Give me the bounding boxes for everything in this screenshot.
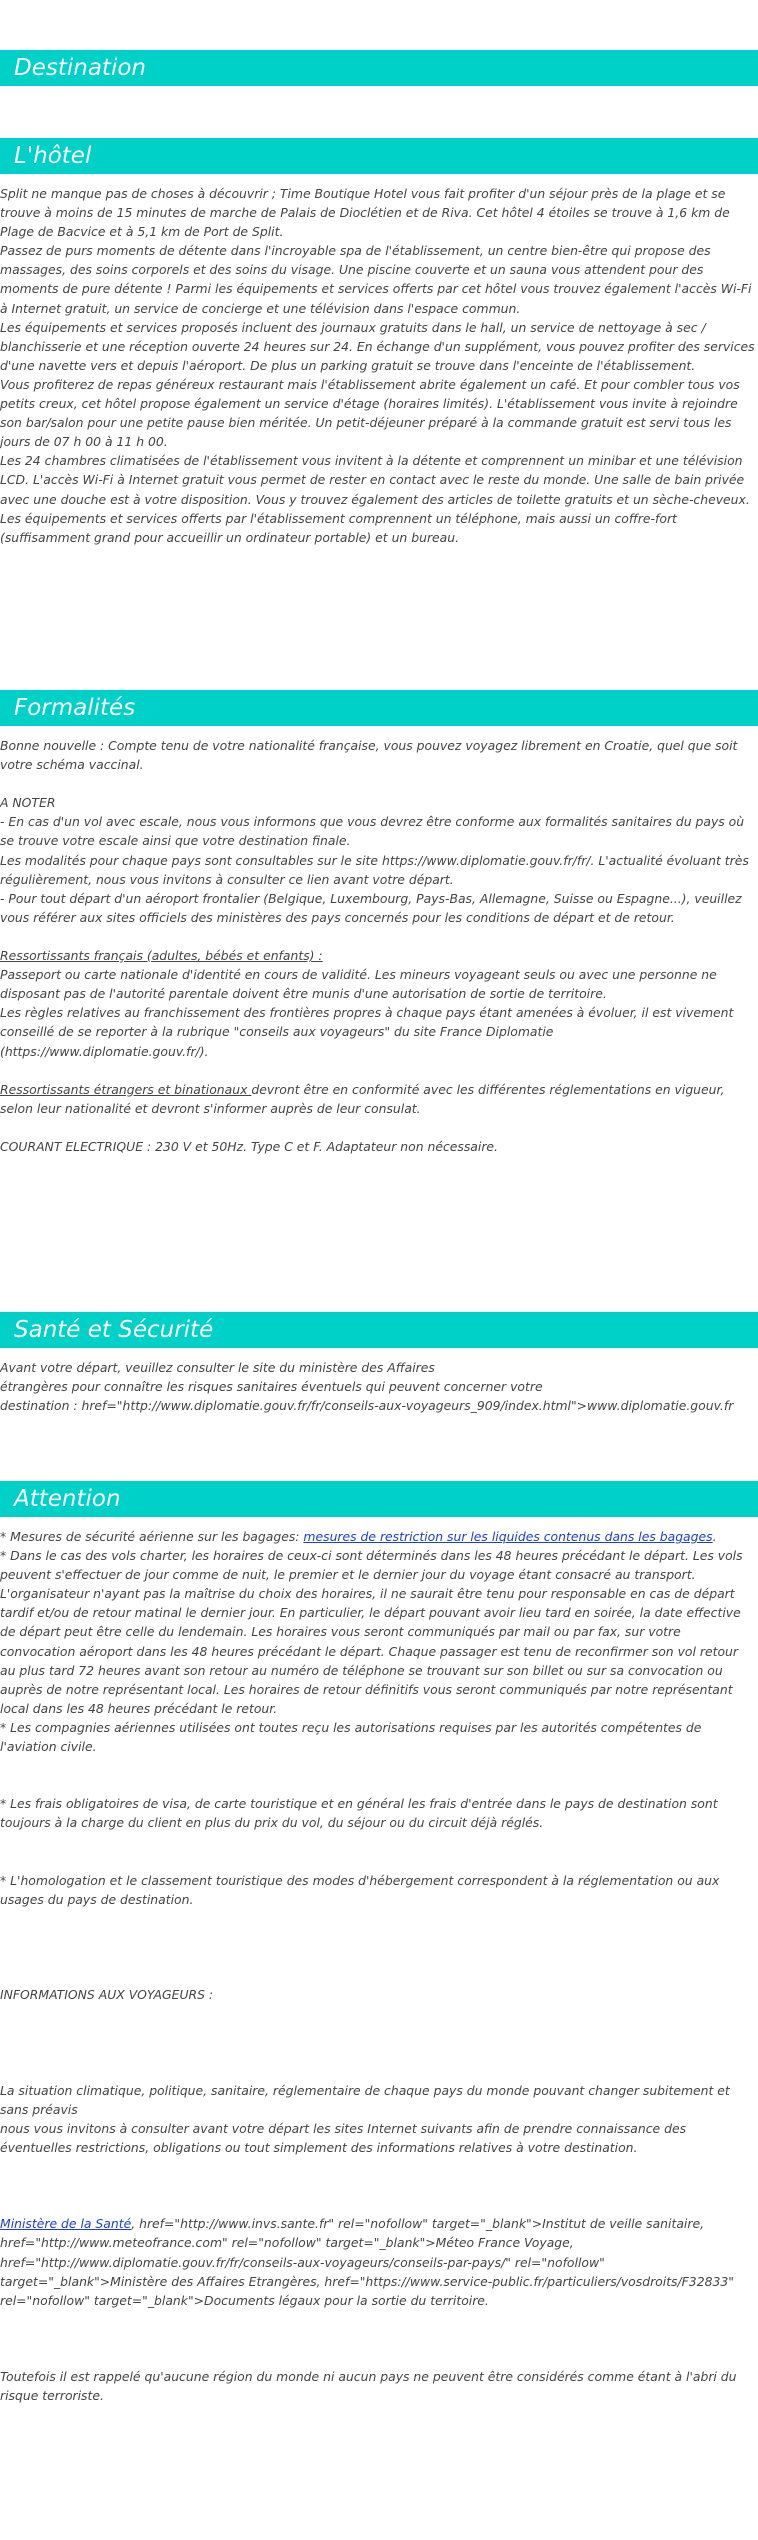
ressortissants-francais-text: Passeport ou carte nationale d'identité en cours de validité. Les mineurs voyageant seuls ou avec une personne ne disposant pas de l'autorité parentale doivent être munis d'une autorisation de sortie de territoire. xyxy=(0,967,717,1002)
informations-voyageurs-heading: INFORMATIONS AUX VOYAGEURS : xyxy=(0,1987,214,2003)
formalites-content xyxy=(0,736,756,1156)
homologation-text: * L'homologation et le classement touristique des modes d'hébergement correspondent à la réglementation ou aux usages du pays de destination. xyxy=(0,1872,720,1907)
useful-links xyxy=(0,2214,756,2309)
sante-content xyxy=(0,1358,756,1415)
compagnies-text: * Les compagnies aériennes utilisées ont toutes reçu les autorisations requises par les autorités compétentes de l'aviation civile. xyxy=(0,1719,702,1755)
hotel-paragraph: Les équipements et services proposés incluent des journaux gratuits dans le hall, un service de nettoyage à sec / blanchisserie et une réception ouverte 24 heures sur 24. En échange d'un supplément, vous pouvez profiter des services d'une navette vers et depuis l'aéroport. De plus un parking gratuit se trouve dans l'enceinte de l'établissement. xyxy=(0,319,755,373)
hotel-paragraph: Split ne manque pas de choses à découvrir ; Time Boutique Hotel vous fait profiter d'un séjour près de la plage et se trouve à moins de 15 minutes de marche de Palais de Dioclétien et de Riva. Cet hôtel 4 étoiles se trouve à 1,6 km de Plage de Bacvice et à 5,1 km de Port de Split. xyxy=(0,186,730,240)
section-title-hotel: L'hôtel xyxy=(0,138,758,174)
section-title-attention: Attention xyxy=(0,1481,758,1517)
sante-line: destination : href="http://www.diplomatie.gouv.fr/fr/conseils-aux-voyageurs_909/index.html">www.diplomatie.gouv.fr xyxy=(0,1398,734,1414)
a-noter-heading: A NOTER xyxy=(0,795,56,811)
attention-content xyxy=(0,1527,756,2405)
situation-text: La situation climatique, politique, sanitaire, réglementaire de chaque pays du monde pouvant changer subitement et sans préavis xyxy=(0,2082,730,2117)
period: . xyxy=(712,1529,717,1544)
useful-links-text: , href="http://www.invs.sante.fr" rel="nofollow" target="_blank">Institut de veille sanitaire, href="http://www.meteofrance.com" rel="nofollow" target="_blank">Méteo France Voyage, href="http://www.diplomatie.gouv.fr/fr/conseils-aux-voyageurs/conseils-par-pays/" rel="nofollow" target="_blank">Ministère des Affaires Etrangères, href="https://www.service-public.fr/particuliers/vosdroits/F32833" rel="nofollow" target="_blank">Documents légaux pour la sortie du territoire. xyxy=(0,2216,734,2308)
situation-text: nous vous invitons à consulter avant votre départ les sites Internet suivants afin de prendre connaissance des éventuelles restrictions, obligations ou tout simplement des informations relatives à votre destination. xyxy=(0,2120,687,2155)
sante-line: étrangères pour connaître les risques sanitaires éventuels qui peuvent concerner votre xyxy=(0,1379,543,1395)
securite-bagages xyxy=(0,1527,756,1546)
hotel-paragraph: Les 24 chambres climatisées de l'établissement vous invitent à la détente et comprennent un minibar et une télévision LCD. L'accès Wi-Fi à Internet gratuit vous permet de rester en contact avec le reste du monde. Une salle de bain privée avec une douche est à votre disposition. Vous y trouvez également des articles de toilette gratuits et un sèche-cheveux. xyxy=(0,453,750,507)
ressortissants-etrangers-text: devront être en conformité avec les différentes réglementations en vigueur, selon leur nationalité et devront s'informer auprès de leur consulat. xyxy=(0,1081,725,1116)
ressortissants-etrangers-heading: Ressortissants étrangers et binationaux xyxy=(0,1081,252,1097)
hotel-description xyxy=(0,184,756,547)
note-aeroport-frontalier: - Pour tout départ d'un aéroport frontalier (Belgique, Luxembourg, Pays-Bas, Allemagne, Suisse ou Espagne...), veuillez vous référer aux sites officiels des ministères des pays concernés pour les conditions de départ et de retour. xyxy=(0,890,742,925)
sante-line: Avant votre départ, veuillez consulter le site du ministère des Affaires xyxy=(0,1360,435,1375)
formalites-intro: Bonne nouvelle : Compte tenu de votre nationalité française, vous pouvez voyagez librement en Croatie, quel que soit votre schéma vaccinal. xyxy=(0,738,738,773)
frontieres-text: Les règles relatives au franchissement des frontières propres à chaque pays étant amenées à évoluer, il est vivement conseillé de se reporter à la rubrique "conseils aux voyageurs" du site France Diplomatie (https://www.diplomatie.gouv.fr/). xyxy=(0,1005,734,1059)
hotel-paragraph: Passez de purs moments de détente dans l'incroyable spa de l'établissement, un centre bien-être qui propose des massages, des soins corporels et des soins du visage. Une piscine couverte et un sauna vous attendent pour des moments de pure détente ! Parmi les équipements et services offerts par cet hôtel vous trouvez également l'accès Wi-Fi à Internet gratuit, un service de concierge et une télévision dans l'espace commun. xyxy=(0,243,752,316)
ministere-sante-link[interactable]: Ministère de la Santé xyxy=(0,2216,132,2232)
securite-bagages-label: * Mesures de sécurité aérienne sur les bagages: xyxy=(0,1529,304,1544)
section-title-formalites: Formalités xyxy=(0,690,758,726)
section-title-destination: Destination xyxy=(0,50,758,86)
ressortissants-etrangers xyxy=(0,1080,756,1118)
courant-electrique: COURANT ELECTRIQUE : 230 V et 50Hz. Type C et F. Adaptateur non nécessaire. xyxy=(0,1138,498,1154)
hotel-paragraph: Vous profiterez de repas généreux restaurant mais l'établissement abrite également un café. Et pour combler tous vos petits creux, cet hôtel propose également un service d'étage (horaires limités). L'établissement vous invite à rejoindre son bar/salon pour une petite pause bien méritée. Un petit-déjeuner préparé à la commande gratuit est servi tous les jours de 07 h 00 à 11 h 00. xyxy=(0,376,740,450)
note-escale: - En cas d'un vol avec escale, nous vous informons que vous devrez être conforme aux formalités sanitaires du pays où se trouve votre escale ainsi que votre destination finale. xyxy=(0,814,745,849)
frais-text: * Les frais obligatoires de visa, de carte touristique et en général les frais d'entrée dans le pays de destination sont toujours à la charge du client en plus du prix du vol, du séjour ou du circuit déjà réglés. xyxy=(0,1796,718,1831)
hotel-paragraph: Les équipements et services offerts par l'établissement comprennent un téléphone, mais aussi un coffre-fort (suffisamment grand pour accueillir un ordinateur portable) et un bureau. xyxy=(0,510,677,545)
note-modalites: Les modalités pour chaque pays sont consultables sur le site https://www.diplomatie.gouv.fr/fr/. L'actualité évoluant très régulièrement, nous vous invitons à consulter ce lien avant votre départ. xyxy=(0,852,749,887)
ressortissants-francais-heading: Ressortissants français (adultes, bébés et enfants) : xyxy=(0,948,323,964)
risque-terroriste-text: Toutefois il est rappelé qu'aucune région du monde ni aucun pays ne peuvent être considérés comme étant à l'abri du risque terroriste. xyxy=(0,2369,737,2404)
liquides-restriction-link[interactable]: mesures de restriction sur les liquides contenus dans les bagages xyxy=(303,1529,713,1544)
section-title-sante: Santé et Sécurité xyxy=(0,1312,758,1348)
vols-charter-text: * Dans le cas des vols charter, les horaires de ceux-ci sont déterminés dans les 48 heures précédant le départ. Les vols peuvent s'effectuer de jour comme de nuit, le premier et le dernier jour du voyage étant consacré au transport. L'organisateur n'ayant pas la maîtrise du choix des horaires, il ne saurait être tenu pour responsable en cas de départ tardif et/ou de retour matinal le dernier jour. En particulier, le départ pouvant avoir lieu tard en soirée, la date effective de départ peut être celle du lendemain. Les horaires vous seront communiqués par mail ou par fax, sur votre convocation aéroport dans les 48 heures précédant le départ. Chaque passager est tenu de reconfirmer son vol retour au plus tard 72 heures avant son retour au numéro de téléphone se trouvant sur son billet ou sur sa convocation ou auprès de notre représentant local. Les horaires de retour définitifs vous seront communiqués par notre représentant local dans les 48 heures précédant le retour. xyxy=(0,1548,743,1716)
